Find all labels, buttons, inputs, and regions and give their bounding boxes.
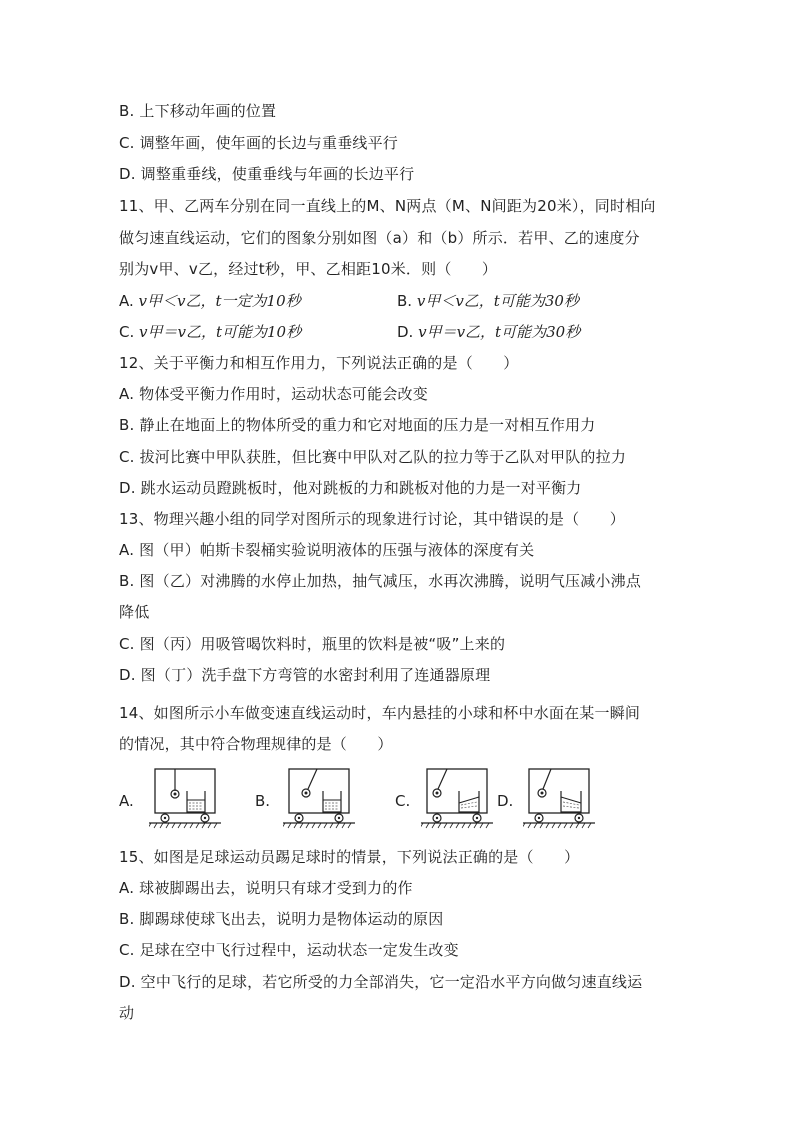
q14-stem-line-2: 的情况，其中符合物理规律的是（ ） xyxy=(119,735,393,753)
q15-option-c: C. 足球在空中飞行过程中，运动状态一定发生改变 xyxy=(119,941,459,959)
q12-option-a: A. 物体受平衡力作用时，运动状态可能会改变 xyxy=(119,385,428,403)
q11-option-c-text: v甲＝v乙，t可能为10秒 xyxy=(139,323,302,341)
q14-cart-d xyxy=(523,767,595,829)
q11-stem-line-3: 别为v甲、v乙，经过t秒，甲、乙相距10米．则（ ） xyxy=(119,260,498,278)
q14-cart-c xyxy=(421,767,493,829)
q13-option-b-line-1: B. 图（乙）对沸腾的水停止加热，抽气减压，水再次沸腾，说明气压减小沸点 xyxy=(119,572,642,590)
q11-option-b-label: B. xyxy=(397,292,413,310)
q12-stem: 12、关于平衡力和相互作用力，下列说法正确的是（ ） xyxy=(119,354,519,372)
q10-option-c: C. 调整年画，使年画的长边与重垂线平行 xyxy=(119,134,399,152)
q14-fig-c-label: C. xyxy=(395,792,411,810)
q11-option-a-label: A. xyxy=(119,292,134,310)
q12-option-c: C. 拔河比赛中甲队获胜，但比赛中甲队对乙队的拉力等于乙队对甲队的拉力 xyxy=(119,448,627,466)
q13-option-b-line-2: 降低 xyxy=(119,603,150,621)
q13-option-a: A. 图（甲）帕斯卡裂桶实验说明液体的压强与液体的深度有关 xyxy=(119,541,535,559)
q12-option-d: D. 跳水运动员蹬跳板时，他对跳板的力和跳板对他的力是一对平衡力 xyxy=(119,479,582,497)
q14-cart-a xyxy=(149,767,221,829)
q15-stem: 15、如图是足球运动员踢足球时的情景，下列说法正确的是（ ） xyxy=(119,848,580,866)
q14-cart-b xyxy=(283,767,355,829)
q13-option-c: C. 图（丙）用吸管喝饮料时，瓶里的饮料是被“吸”上来的 xyxy=(119,635,506,653)
q15-option-a: A. 球被脚踢出去，说明只有球才受到力的作 xyxy=(119,879,413,897)
q14-figures xyxy=(119,767,619,831)
q13-stem: 13、物理兴趣小组的同学对图所示的现象进行讨论，其中错误的是（ ） xyxy=(119,510,625,528)
q12-option-b: B. 静止在地面上的物体所受的重力和它对地面的压力是一对相互作用力 xyxy=(119,416,596,434)
q11-option-c-label: C. xyxy=(119,323,135,341)
q11-option-d-label: D. xyxy=(397,323,414,341)
q14-fig-a-label: A. xyxy=(119,792,134,810)
q11-option-d xyxy=(397,322,580,342)
q11-option-a-text: v甲＜v乙，t一定为10秒 xyxy=(138,292,301,310)
q11-option-a xyxy=(119,291,301,311)
q11-stem-line-1: 11、甲、乙两车分别在同一直线上的M、N两点（M、N间距为20米），同时相向 xyxy=(119,197,656,215)
q15-option-d-line-1: D. 空中飞行的足球，若它所受的力全部消失，它一定沿水平方向做匀速直线运 xyxy=(119,973,643,991)
q10-option-b: B. 上下移动年画的位置 xyxy=(119,102,277,120)
q11-option-c xyxy=(119,322,301,342)
q11-stem-line-2: 做匀速直线运动，它们的图象分别如图（a）和（b）所示．若甲、乙的速度分 xyxy=(119,229,640,247)
q14-stem-line-1: 14、如图所示小车做变速直线运动时，车内悬挂的小球和杯中水面在某一瞬间 xyxy=(119,704,641,722)
q14-fig-d-label: D. xyxy=(497,792,514,810)
q15-option-b: B. 脚踢球使球飞出去，说明力是物体运动的原因 xyxy=(119,910,444,928)
q11-option-b-text: v甲＜v乙，t可能为30秒 xyxy=(416,292,579,310)
q13-option-d: D. 图（丁）洗手盘下方弯管的水密封利用了连通器原理 xyxy=(119,666,491,684)
q11-option-d-text: v甲＝v乙，t可能为30秒 xyxy=(418,323,581,341)
q11-option-b xyxy=(397,291,579,311)
q15-option-d-line-2: 动 xyxy=(119,1004,135,1022)
q14-fig-b-label: B. xyxy=(255,792,271,810)
q10-option-d: D. 调整重垂线，使重垂线与年画的长边平行 xyxy=(119,165,415,183)
